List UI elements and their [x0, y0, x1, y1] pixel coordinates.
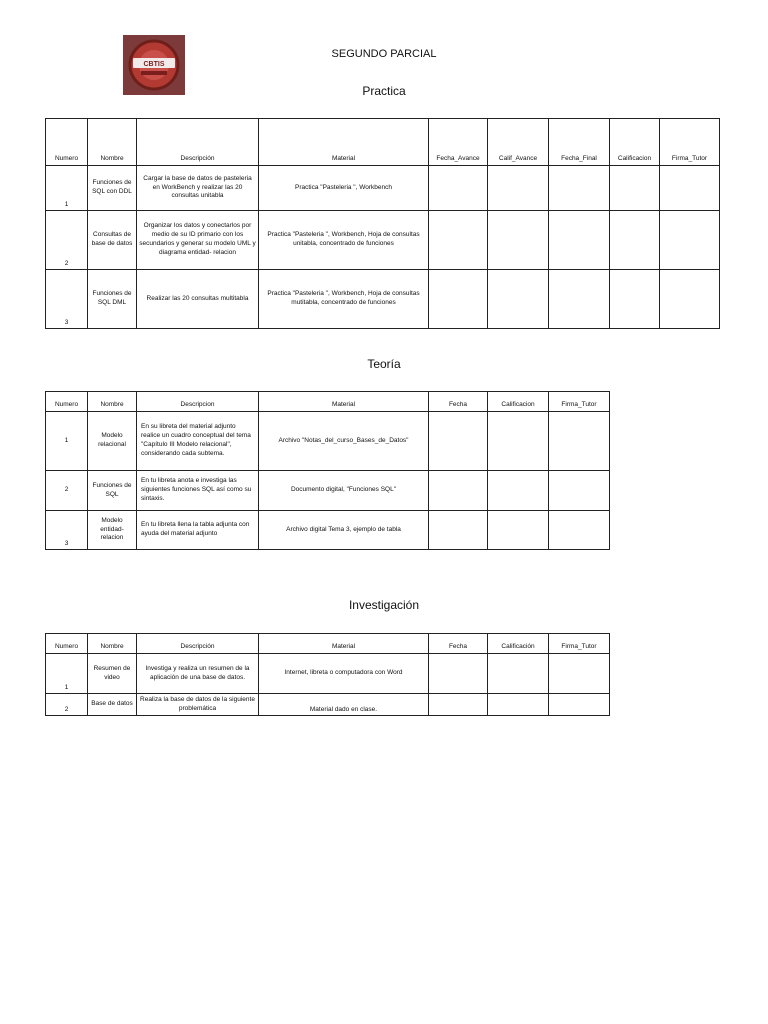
row-number: 2 [46, 211, 88, 270]
empty-cell [488, 471, 549, 511]
row-description: En tu libreta llena la tabla adjunta con ayuda del material adjunto [137, 511, 259, 550]
column-header: Material [259, 392, 429, 412]
table-row [46, 412, 610, 471]
row-number: 2 [46, 694, 88, 716]
practica-table [45, 118, 720, 329]
column-header: Material [259, 119, 429, 166]
row-description: En tu libreta anota e investiga las siguientes funciones SQL así como su sintaxis. [137, 471, 259, 511]
column-header: Fecha [429, 634, 488, 654]
empty-cell [429, 471, 488, 511]
empty-cell [660, 211, 720, 270]
column-header: Calif_Avance [488, 119, 549, 166]
row-name: Funciones de SQL DML [88, 270, 137, 329]
row-description: En su libreta del material adjunto realice un cuadro conceptual del tema "Capítulo III Modelo relacional", considerando cada subtema. [137, 412, 259, 471]
empty-cell [429, 654, 488, 694]
empty-cell [549, 412, 610, 471]
empty-cell [549, 471, 610, 511]
empty-cell [610, 211, 660, 270]
column-header: Calificacion [488, 392, 549, 412]
row-material: Practica "Pasteleria ", Workbench, Hoja de consultas mutitabla, concentrado de funciones [259, 270, 429, 329]
row-number: 3 [46, 511, 88, 550]
table-header-row [46, 392, 610, 412]
row-number: 1 [46, 166, 88, 211]
empty-cell [488, 654, 549, 694]
column-header: Nombre [88, 119, 137, 166]
column-header: Numero [46, 634, 88, 654]
row-description: Investiga y realiza un resumen de la aplicación de una base de datos. [137, 654, 259, 694]
empty-cell [549, 166, 610, 211]
row-name: Funciones de SQL [88, 471, 137, 511]
row-material: Documento digital, "Funciones SQL" [259, 471, 429, 511]
row-material: Archivo digital Tema 3, ejemplo de tabla [259, 511, 429, 550]
empty-cell [488, 270, 549, 329]
document-title: SEGUNDO PARCIAL [331, 48, 437, 60]
table-header-row [46, 634, 610, 654]
column-header: Material [259, 634, 429, 654]
row-name: Base de datos [88, 694, 137, 716]
empty-cell [549, 694, 610, 716]
empty-cell [549, 511, 610, 550]
empty-cell [488, 412, 549, 471]
empty-cell [488, 511, 549, 550]
empty-cell [429, 511, 488, 550]
row-description: Cargar la base de datos de pasteleria en WorkBench y realizar las 20 consultas unitabla [137, 166, 259, 211]
column-header: Numero [46, 392, 88, 412]
column-header: Descripción [137, 119, 259, 166]
row-material: Practica "Pasteleria ", Workbench [259, 166, 429, 211]
teoria-table [45, 391, 610, 550]
column-header: Firma_Tutor [549, 634, 610, 654]
row-name: Funciones de SQL con DDL [88, 166, 137, 211]
row-description: Realizar las 20 consultas multitabla [137, 270, 259, 329]
column-header: Calificacion [610, 119, 660, 166]
section-heading-investigacion: Investigación [348, 598, 420, 612]
empty-cell [488, 166, 549, 211]
empty-cell [549, 270, 610, 329]
column-header: Nombre [88, 634, 137, 654]
empty-cell [488, 211, 549, 270]
row-name: Modelo entidad-relacion [88, 511, 137, 550]
column-header: Nombre [88, 392, 137, 412]
section-heading-teoria: Teoría [367, 357, 401, 371]
table-row [46, 654, 610, 694]
table-header-row [46, 119, 720, 166]
empty-cell [549, 654, 610, 694]
row-material: Archivo "Notas_del_curso_Bases_de_Datos" [259, 412, 429, 471]
row-number: 2 [46, 471, 88, 511]
column-header: Calificación [488, 634, 549, 654]
empty-cell [610, 166, 660, 211]
table-row [46, 270, 720, 329]
row-material: Practica "Pasteleria ", Workbench, Hoja de consultas unitabla, concentrado de funciones [259, 211, 429, 270]
row-description: Organizar los datos y conectarlos por medio de su ID primario con los secundarios y generar su modelo UML y diagrama entidad- relacion [137, 211, 259, 270]
empty-cell [429, 211, 488, 270]
column-header: Fecha [429, 392, 488, 412]
row-name: Modelo relacional [88, 412, 137, 471]
empty-cell [429, 270, 488, 329]
logo-text: CBTIS [143, 61, 165, 68]
empty-cell [429, 412, 488, 471]
empty-cell [660, 166, 720, 211]
row-number: 1 [46, 654, 88, 694]
empty-cell [549, 211, 610, 270]
empty-cell [488, 694, 549, 716]
row-material: Internet, libreta o computadora con Word [259, 654, 429, 694]
column-header: Firma_Tutor [660, 119, 720, 166]
empty-cell [429, 694, 488, 716]
row-name: Consultas de base de datos [88, 211, 137, 270]
row-material: Material dado en clase. [259, 694, 429, 716]
column-header: Fecha_Final [549, 119, 610, 166]
row-name: Resumen de video [88, 654, 137, 694]
column-header: Fecha_Avance [429, 119, 488, 166]
table-row [46, 511, 610, 550]
column-header: Firma_Tutor [549, 392, 610, 412]
column-header: Descripcion [137, 392, 259, 412]
row-description: Realiza la base de datos de la siguiente problemática [137, 694, 259, 716]
empty-cell [660, 270, 720, 329]
investigacion-table [45, 633, 610, 716]
column-header: Numero [46, 119, 88, 166]
column-header: Descripción [137, 634, 259, 654]
empty-cell [429, 166, 488, 211]
empty-cell [610, 270, 660, 329]
row-number: 1 [46, 412, 88, 471]
table-row [46, 694, 610, 716]
table-row [46, 166, 720, 211]
section-heading-practica: Practica [362, 84, 406, 98]
table-row [46, 211, 720, 270]
row-number: 3 [46, 270, 88, 329]
table-row [46, 471, 610, 511]
